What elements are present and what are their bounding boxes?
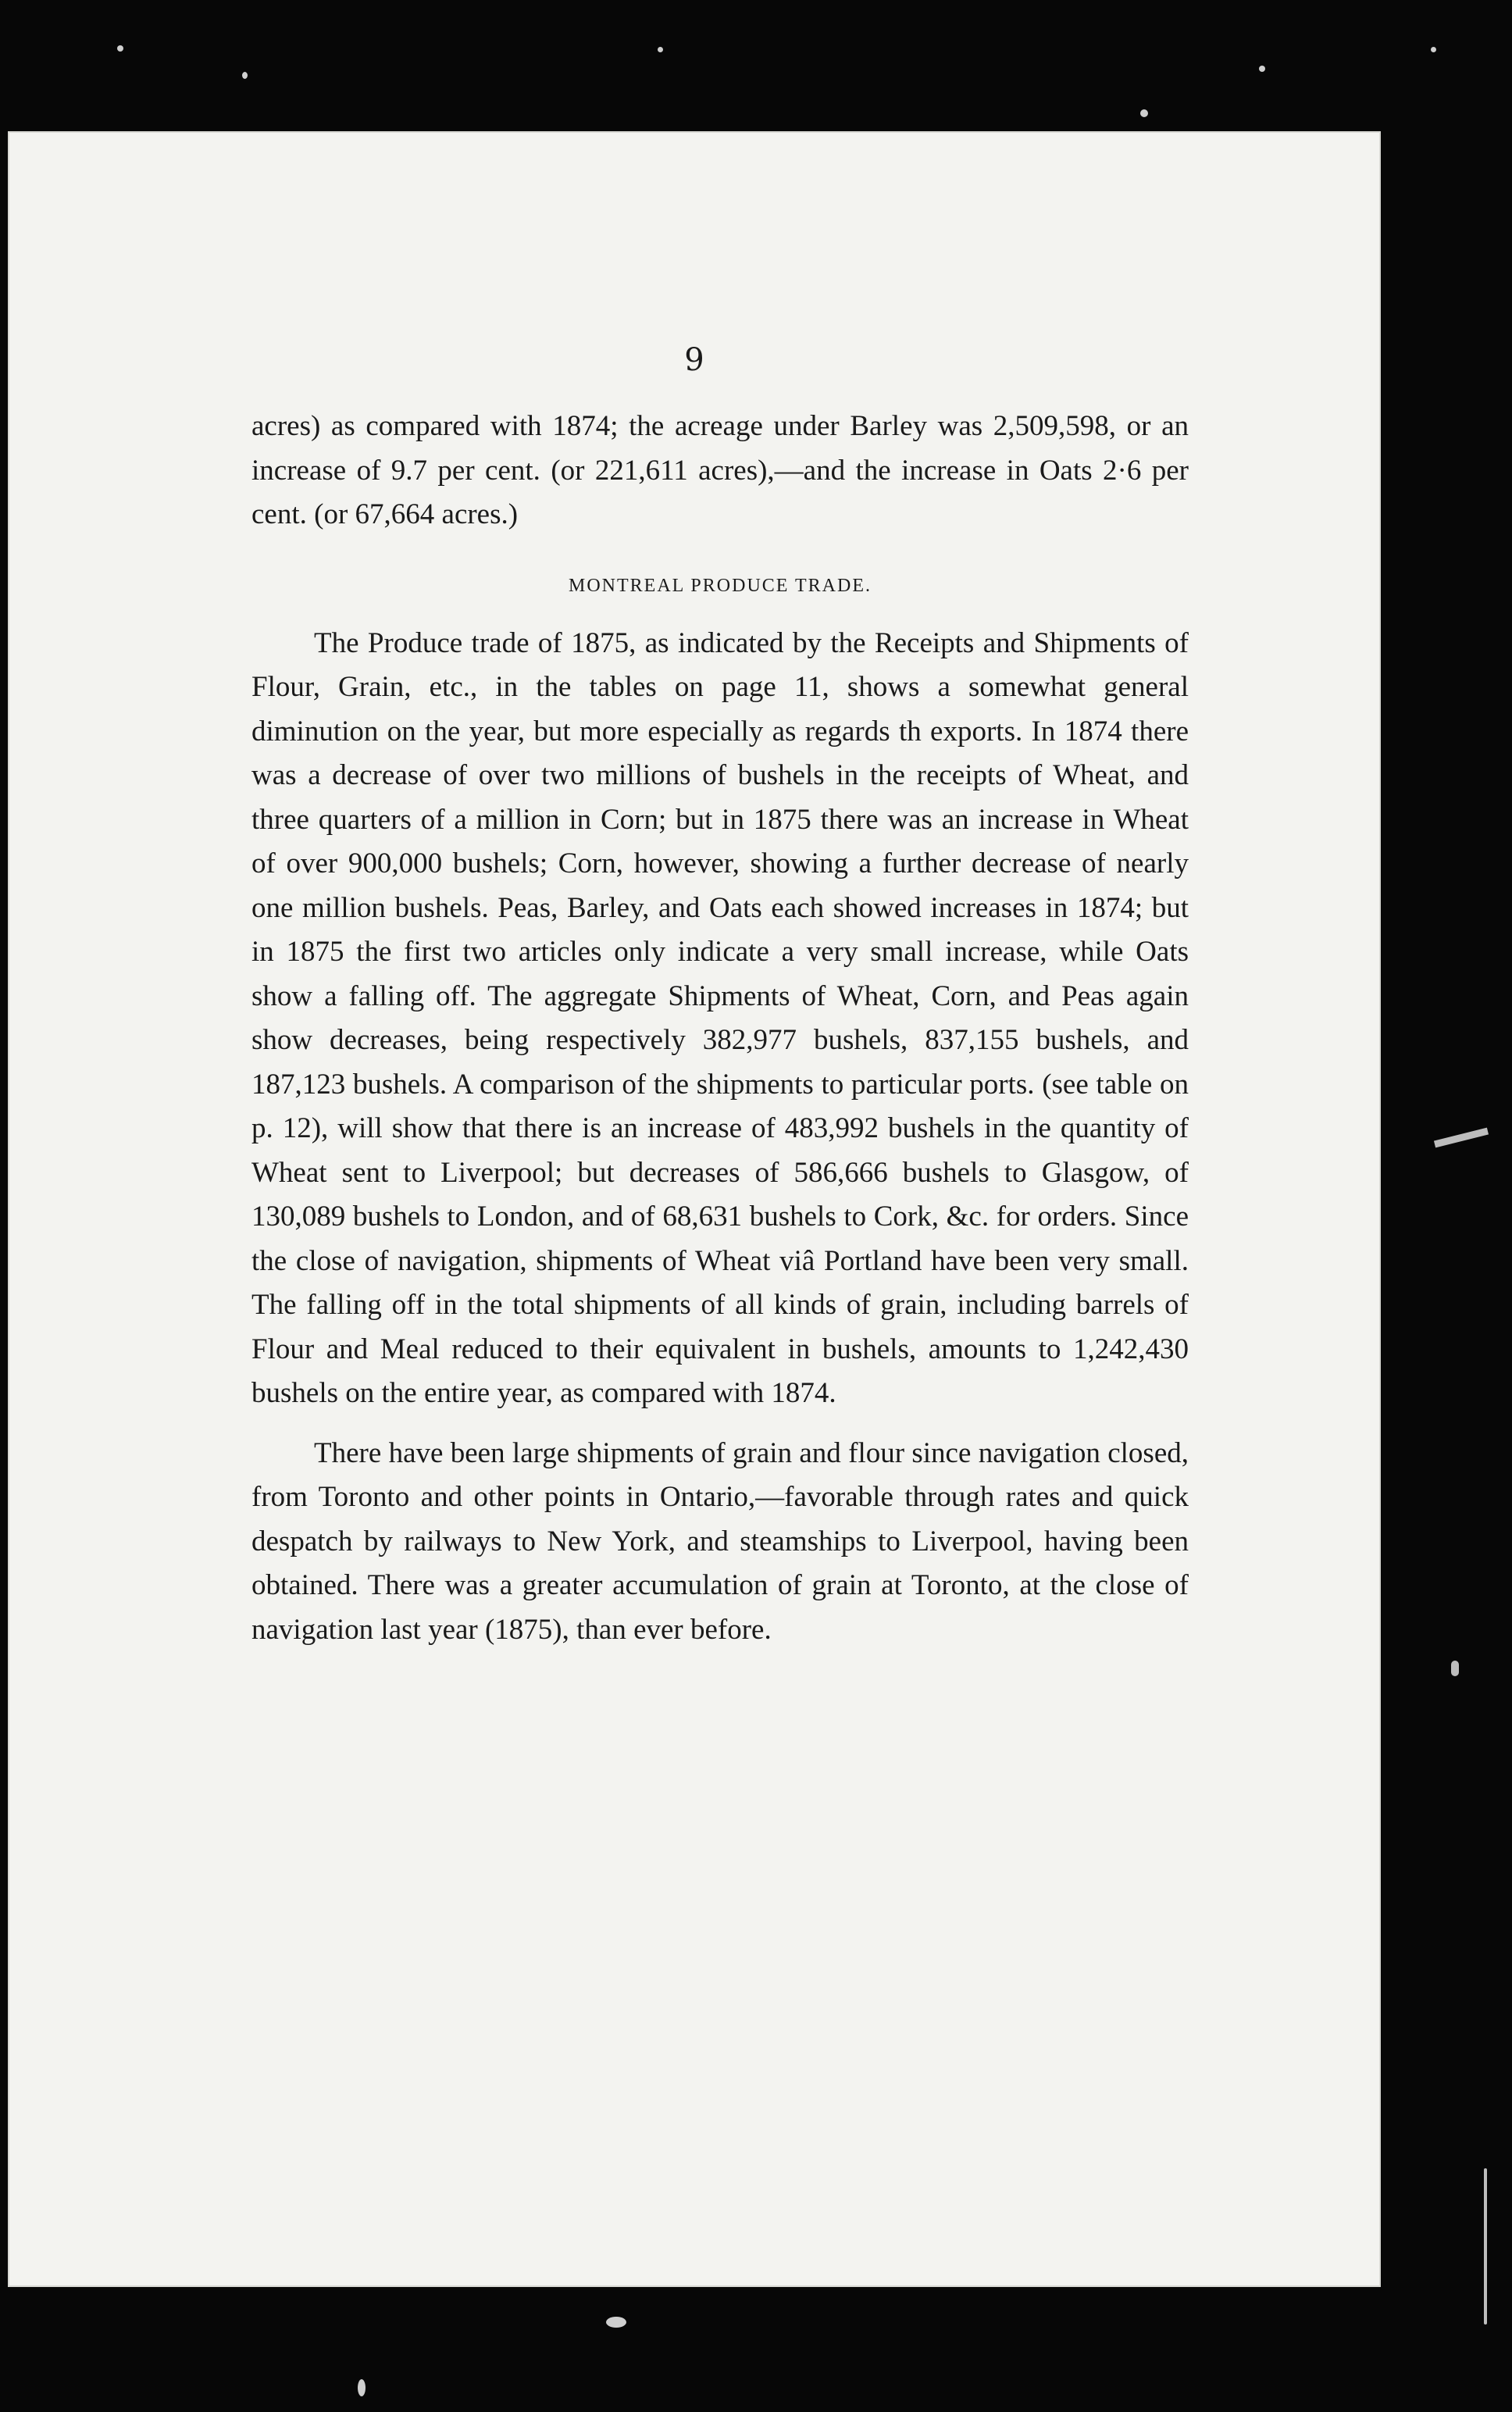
body-paragraph: There have been large shipments of grain and flour since navigation closed, from Toronto and other points in Ontario,—favorable through rates and quick despatch by railways to New York, and steamships to Liverpool, having been obtained. There was a greater accumulation of grain at Toronto, at the close of navigation last year (1875), than ever before. xyxy=(251,1436,1189,1646)
section-heading: MONTREAL PRODUCE TRADE. xyxy=(568,575,872,596)
scan-speck xyxy=(606,2317,626,2328)
continuation-paragraph: acres) as compared with 1874; the acreage under Barley was 2,509,598, or an increase of 9.7 per cent. (or 221,611 acres),—and the increase in Oats 2·6 per cent. (or 67,664 acres.) xyxy=(251,410,1189,530)
scan-speck xyxy=(117,45,123,52)
scan-speck xyxy=(242,72,248,79)
page-body xyxy=(251,405,1189,1652)
document-page xyxy=(8,131,1381,2287)
scan-speck xyxy=(1140,109,1148,117)
scan-edge-mark xyxy=(1451,1661,1459,1676)
page-number: 9 xyxy=(684,342,704,378)
body-paragraph: The Produce trade of 1875, as indicated by the Receipts and Shipments of Flour, Grain, etc., in the tables on page 11, shows a somewhat general diminution on the year, but more especially as regards th exports. In 1874 there was a decrease of over two millions of bushels in the receipts of Wheat, and three quarters of a million in Corn; but in 1875 there was an increase in Wheat of over 900,000 bushels; Corn, however, showing a further decrease of nearly one million bushels. Peas, Barley, and Oats each showed increases in 1874; but in 1875 the first two articles only indicate a very small increase, while Oats show a falling off. The aggregate Shipments of Wheat, Corn, and Peas again show decreases, being respectively 382,977 bushels, 837,155 bushels, and 187,123 bushels. A comparison of the shipments to particular ports. (see table on p. 12), will show that there is an increase of 483,992 bushels in the quantity of Wheat sent to Liverpool; but decreases of 586,666 bushels to Glasgow, of 130,089 bushels to London, and of 68,631 bushels to Cork, &c. for orders. Since the close of navigation, shipments of Wheat viâ Portland have been very small. The falling off in the total shipments of all kinds of grain, including barrels of Flour and Meal reduced to their equivalent in bushels, amounts to 1,242,430 bushels on the entire year, as compared with 1874. xyxy=(251,626,1189,1409)
scan-speck xyxy=(358,2379,366,2396)
scan-speck xyxy=(658,47,663,52)
scan-speck xyxy=(1431,47,1436,52)
scan-speck xyxy=(1259,66,1265,72)
scan-edge-mark xyxy=(1484,2168,1487,2325)
